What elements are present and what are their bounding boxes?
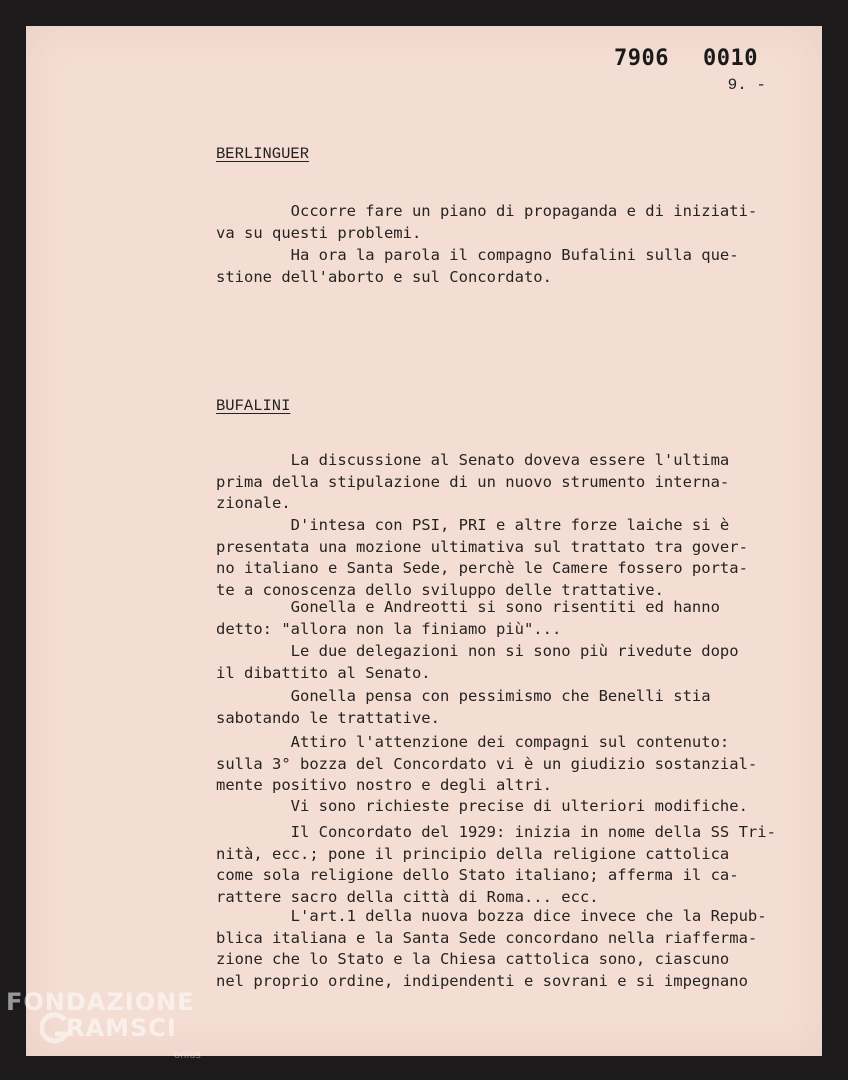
- section-heading-berlinguer: BERLINGUER: [216, 145, 310, 163]
- watermark-suffix: onlus: [174, 1050, 201, 1061]
- g-letter-icon: [40, 1012, 70, 1046]
- paragraph: Gonella e Andreotti si sono risentiti ed hanno detto: "allora non la finiamo più"...: [216, 598, 720, 638]
- page-number: 9. -: [727, 76, 766, 94]
- stamp-number-left: 7906: [614, 46, 670, 71]
- watermark-logo: [6, 988, 201, 1061]
- section-heading-bufalini: BUFALINI: [216, 397, 291, 415]
- paragraph: Attiro l'attenzione dei compagni sul contenuto: sulla 3° bozza del Concordato vi è un giudizio sostanzial- mente positivo nostro e degli altri.: [216, 733, 758, 794]
- paragraph: L'art.1 della nuova bozza dice invece che la Repub- blica italiana e la Santa Sede concordano nella riafferma- zione che lo Stato e la Chiesa cattolica sono, ciascuno nel proprio ordine, indipendenti e sovrani e si impegnano: [216, 907, 767, 990]
- stamp-number-right: 0010: [703, 46, 758, 71]
- watermark-line1: FONDAZIONE: [6, 988, 195, 1016]
- paragraph: Vi sono richieste precise di ulteriori modifiche.: [216, 797, 748, 815]
- paragraph: Occorre fare un piano di propaganda e di iniziati- va su questi problemi.: [216, 202, 758, 242]
- watermark-line2: RAMSCI: [66, 1014, 177, 1042]
- paragraph: La discussione al Senato doveva essere l'ultima prima della stipulazione di un nuovo strumento interna- zionale.: [216, 451, 730, 512]
- paragraph: Ha ora la parola il compagno Bufalini sulla que- stione dell'aborto e sul Concordato.: [216, 246, 739, 286]
- paragraph: Gonella pensa con pessimismo che Benelli stia sabotando le trattative.: [216, 687, 711, 727]
- archive-stamp: [614, 46, 758, 71]
- paragraph: D'intesa con PSI, PRI e altre forze laiche si è presentata una mozione ultimativa sul trattato tra gover- no italiano e Santa Sede, perchè le Camere fossero porta- te a conoscenza dello sviluppo delle trattative.: [216, 516, 748, 599]
- paragraph: Le due delegazioni non si sono più rivedute dopo il dibattito al Senato.: [216, 642, 739, 682]
- paragraph: Il Concordato del 1929: inizia in nome della SS Tri- nità, ecc.; pone il principio della religione cattolica come sola religione dello Stato italiano; afferma il ca- rattere sacro della città di Roma... ecc.: [216, 823, 776, 906]
